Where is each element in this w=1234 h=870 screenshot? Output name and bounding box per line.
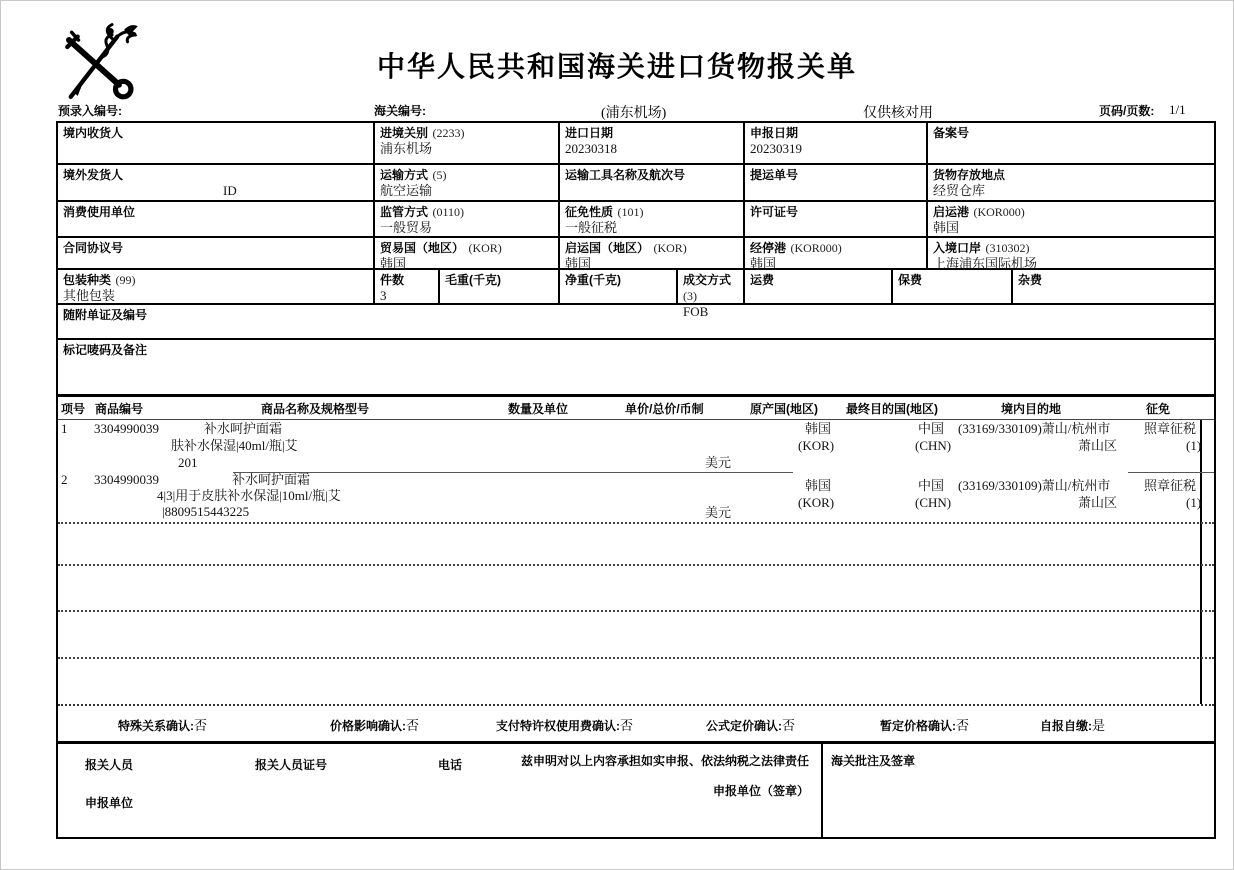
field-label: 运输方式 — [380, 168, 429, 182]
form-row-marks — [58, 340, 1214, 397]
field-value: 韩国 — [565, 256, 592, 271]
item-duty-mode: 照章征税 — [1144, 478, 1197, 493]
field-transport-name — [560, 165, 745, 200]
field-code: (KOR) — [653, 241, 687, 255]
field-label: 启运港 — [933, 205, 970, 219]
field-entry-port — [928, 238, 1214, 271]
field-label: 境外发货人 — [63, 168, 124, 182]
form-row-consignee — [58, 123, 1214, 165]
field-code: (5) — [432, 168, 447, 182]
field-value: 浦东机场 — [380, 141, 433, 156]
field-departure-country — [560, 238, 745, 271]
field-label: 许可证号 — [750, 205, 799, 219]
field-packing-type — [58, 270, 375, 303]
field-value: ID — [223, 183, 237, 198]
field-label: 进口日期 — [565, 126, 614, 140]
field-net-weight — [560, 270, 678, 303]
field-value: 一般贸易 — [380, 220, 433, 235]
confirm-label: 价格影响确认: — [330, 719, 406, 733]
item-domestic-dest-line1: (33169/330109)萧山/杭州市 — [958, 478, 1111, 493]
field-label: 杂费 — [1018, 273, 1043, 287]
form-row-consumer — [58, 202, 1214, 238]
confirm-value: 否 — [782, 718, 796, 733]
item-row-1 — [58, 420, 1214, 472]
item-hs-code: 3304990039 — [94, 421, 159, 436]
confirm-royalty-payment — [496, 715, 633, 734]
confirm-value: 否 — [956, 718, 970, 733]
field-gross-weight — [440, 270, 560, 303]
col-domestic-dest: 境内目的地 — [1001, 402, 1062, 416]
item-duty-code: (1) — [1186, 438, 1202, 453]
field-value: 经贸仓库 — [933, 183, 986, 198]
field-label: 征免性质 — [565, 205, 614, 219]
field-value: 上海浦东国际机场 — [933, 256, 1038, 271]
col-hs-code: 商品编号 — [95, 402, 144, 416]
field-entry-customs — [375, 123, 560, 163]
field-domestic-consignee — [58, 123, 375, 163]
customs-notes-label: 海关批注及签章 — [831, 754, 916, 768]
page-number-value: 1/1 — [1169, 102, 1186, 117]
items-header-row — [58, 397, 1214, 420]
confirmation-row — [58, 706, 1214, 744]
confirm-label: 暂定价格确认: — [880, 719, 956, 733]
item-row-2 — [58, 472, 1214, 522]
field-label: 贸易国（地区） — [380, 241, 465, 255]
field-declare-date — [745, 123, 928, 163]
footer-section — [58, 744, 1214, 837]
field-label: 启运国（地区） — [565, 241, 650, 255]
form-row-shipper — [58, 165, 1214, 202]
col-item-no: 项号 — [61, 402, 86, 416]
field-value: 一般征税 — [565, 220, 618, 235]
field-bill-number — [745, 165, 928, 200]
field-supervision-mode — [375, 202, 560, 236]
item-name-line3: 201 — [178, 455, 198, 470]
item-duty-code: (1) — [1186, 495, 1202, 510]
field-label: 标记唛码及备注 — [63, 343, 148, 357]
col-qty-unit: 数量及单位 — [508, 402, 569, 416]
field-departure-port — [928, 202, 1214, 236]
form-title: 中华人民共和国海关进口货物报关单 — [376, 52, 857, 83]
field-value: FOB — [683, 304, 709, 319]
item-origin-code: (KOR) — [798, 438, 835, 453]
field-label: 包装种类 — [63, 273, 112, 287]
field-package-count — [375, 270, 440, 303]
phone-label: 电话 — [438, 758, 463, 772]
declarant-id-label: 报关人员证号 — [255, 758, 328, 772]
form-row-contract — [58, 238, 1214, 270]
declarant-label: 报关人员 — [85, 758, 134, 772]
confirm-value: 是 — [1092, 718, 1106, 733]
field-value: 3 — [380, 288, 387, 303]
field-label: 经停港 — [750, 241, 787, 255]
field-consumer-unit — [58, 202, 375, 236]
field-label: 货物存放地点 — [933, 168, 1006, 182]
field-value: 韩国 — [750, 256, 777, 271]
field-record-number — [928, 123, 1214, 163]
field-value: 韩国 — [933, 220, 960, 235]
form-row-documents — [58, 305, 1214, 340]
item-final-dest: 中国 — [918, 421, 945, 436]
item-final-dest-code: (CHN) — [915, 495, 952, 510]
col-name-spec: 商品名称及规格型号 — [261, 402, 370, 416]
confirm-label: 支付特许权使用费确认: — [496, 719, 620, 733]
item-currency: 美元 — [705, 505, 732, 520]
field-insurance — [893, 270, 1013, 303]
field-code: (310302) — [985, 241, 1030, 255]
declaration-statement: 兹申明对以上内容承担如实申报、依法纳税之法律责任 — [520, 754, 809, 768]
item-name-line2: 4|3|用于皮肤补水保湿|10ml/瓶|艾 — [157, 488, 341, 503]
item-duty-mode: 照章征税 — [1144, 421, 1197, 436]
item-final-dest-code: (CHN) — [915, 438, 952, 453]
field-storage-place — [928, 165, 1214, 200]
confirm-special-relation — [118, 715, 207, 734]
declarant-box — [58, 744, 823, 837]
field-value: 20230318 — [565, 141, 617, 156]
item-no: 1 — [61, 421, 68, 436]
confirm-self-declare-pay — [1040, 715, 1105, 734]
field-label: 申报日期 — [750, 126, 799, 140]
item-final-dest: 中国 — [918, 478, 945, 493]
confirm-provisional-price — [880, 715, 969, 734]
field-label: 净重(千克) — [565, 273, 621, 287]
field-trade-terms — [678, 270, 745, 319]
field-code: (101) — [617, 205, 644, 219]
confirm-formula-pricing — [706, 715, 795, 734]
col-origin-country: 原产国(地区) — [750, 402, 818, 416]
field-value: 其他包装 — [63, 288, 116, 303]
empty-row-separator — [58, 657, 1214, 659]
items-body — [58, 420, 1214, 706]
pre-entry-number-label: 预录入编号: — [58, 104, 122, 118]
empty-row-separator — [58, 564, 1214, 566]
item-name-line3: |8809515443225 — [162, 504, 250, 519]
field-label: 成交方式 — [683, 273, 732, 287]
item-name-line2: 肤补水保湿|40ml/瓶|艾 — [171, 438, 298, 453]
field-label: 备案号 — [933, 126, 970, 140]
confirm-value: 否 — [620, 718, 634, 733]
field-label: 入境口岸 — [933, 241, 982, 255]
field-label: 提运单号 — [750, 168, 799, 182]
field-freight — [745, 270, 893, 303]
field-accompanying-documents — [58, 305, 1214, 338]
declaration-table — [56, 121, 1216, 839]
field-overseas-shipper — [58, 165, 375, 200]
check-only-note: 仅供核对用 — [863, 106, 933, 121]
empty-row-separator — [58, 522, 1214, 524]
field-label: 境内收货人 — [63, 126, 124, 140]
field-label: 随附单证及编号 — [63, 308, 148, 322]
declaring-unit-label: 申报单位 — [85, 796, 134, 810]
field-label: 进境关别 — [380, 126, 429, 140]
field-misc-fees — [1013, 270, 1214, 303]
field-code: (3) — [683, 289, 697, 303]
field-code: (0110) — [432, 205, 465, 219]
field-label: 监管方式 — [380, 205, 429, 219]
field-label: 保费 — [898, 273, 923, 287]
field-trade-country — [375, 238, 560, 271]
confirm-value: 否 — [194, 718, 208, 733]
col-final-dest-country: 最终目的国(地区) — [846, 402, 938, 416]
item-hs-code: 3304990039 — [94, 472, 159, 487]
field-code: (2233) — [432, 126, 465, 140]
page-number-label: 页码/页数: — [1099, 104, 1155, 118]
declaring-unit-seal-label: 申报单位（签章） — [712, 784, 809, 798]
port-annotation: (浦东机场) — [601, 106, 667, 121]
item-no: 2 — [61, 472, 68, 487]
customs-number-label: 海关编号: — [374, 104, 426, 118]
field-code: (KOR) — [468, 241, 502, 255]
field-value: 韩国 — [380, 256, 407, 271]
item-name-line1: 补水呵护面霜 — [204, 421, 283, 436]
item-domestic-dest-line2: 萧山区 — [1078, 438, 1118, 453]
field-transport-mode — [375, 165, 560, 200]
item-domestic-dest-line2: 萧山区 — [1078, 495, 1118, 510]
field-label: 消费使用单位 — [63, 205, 136, 219]
field-marks-remarks — [58, 340, 1214, 394]
confirm-label: 特殊关系确认: — [118, 719, 194, 733]
item-name-line1: 补水呵护面霜 — [232, 472, 311, 487]
col-price-currency: 单价/总价/币制 — [625, 402, 704, 416]
confirm-label: 自报自缴: — [1040, 719, 1092, 733]
confirm-price-influence — [330, 715, 419, 734]
field-label: 毛重(千克) — [445, 273, 501, 287]
field-code: (KOR000) — [790, 241, 842, 255]
field-code: (KOR000) — [973, 205, 1025, 219]
item-domestic-dest-line1: (33169/330109)萧山/杭州市 — [958, 421, 1111, 436]
field-contract-number — [58, 238, 375, 268]
field-license-number — [745, 202, 928, 236]
field-label: 合同协议号 — [63, 241, 124, 255]
field-value: 航空运输 — [380, 183, 433, 198]
field-code: (99) — [115, 273, 136, 287]
field-value: 20230319 — [750, 141, 802, 156]
field-transit-port — [745, 238, 928, 271]
field-label: 运输工具名称及航次号 — [565, 168, 686, 182]
item-origin: 韩国 — [805, 421, 832, 436]
empty-row-separator — [58, 610, 1214, 612]
field-label: 运费 — [750, 273, 775, 287]
field-label: 件数 — [380, 273, 405, 287]
item-origin-code: (KOR) — [798, 495, 835, 510]
field-duty-nature — [560, 202, 745, 236]
field-import-date — [560, 123, 745, 163]
col-duty-exempt: 征免 — [1146, 402, 1171, 416]
item-currency: 美元 — [705, 455, 732, 470]
confirm-value: 否 — [406, 718, 420, 733]
customs-notes-box — [823, 744, 1214, 837]
item-origin: 韩国 — [805, 478, 832, 493]
confirm-label: 公式定价确认: — [706, 719, 782, 733]
